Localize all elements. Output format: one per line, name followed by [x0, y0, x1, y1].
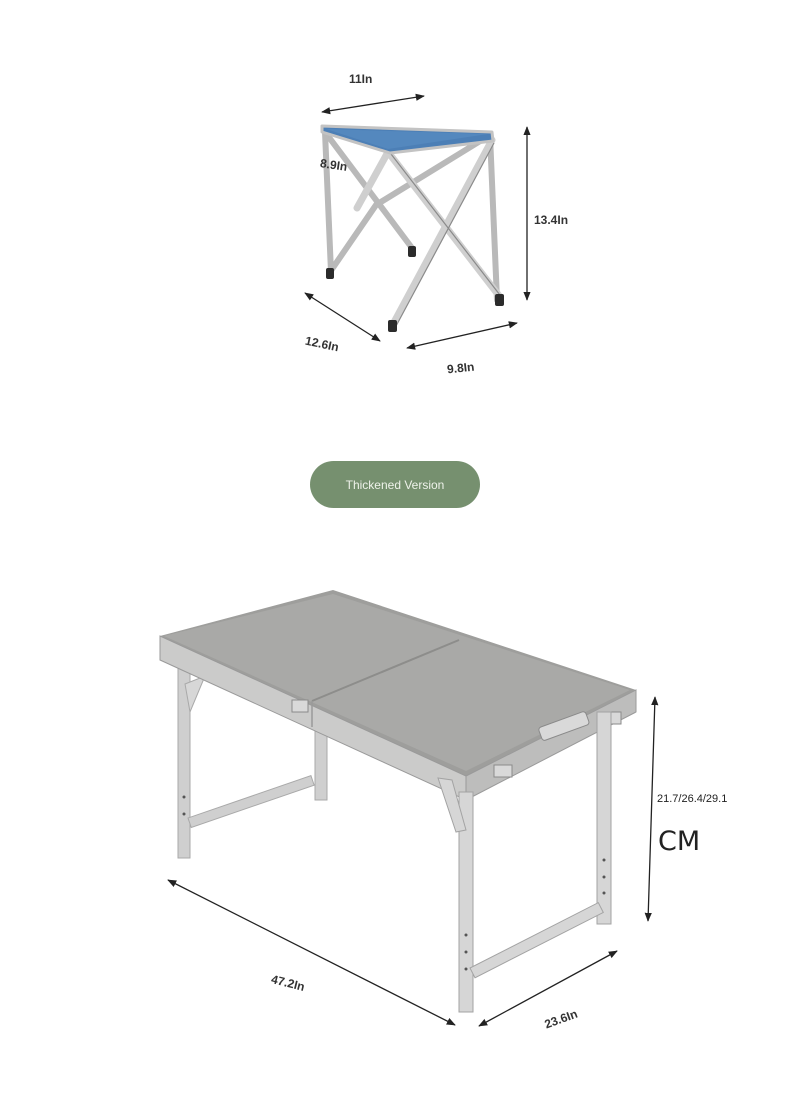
table-length-label: 47.2In: [269, 972, 307, 994]
stool-height-label: 13.4In: [534, 213, 569, 227]
stool-top-depth-label: 8.9In: [319, 156, 349, 174]
table-width-label: 23.6In: [542, 1006, 580, 1032]
table-height-unit-label: CM: [658, 826, 701, 857]
stool-base-depth-label: 12.6In: [303, 333, 341, 355]
thickened-version-label: Thickened Version: [345, 477, 445, 492]
stool-base-width-label: 9.8In: [446, 359, 476, 377]
table-height-options-label: 21.7/26.4/29.1: [657, 793, 728, 805]
stool-top-width-label: 11In: [349, 72, 373, 86]
table-top: [160, 590, 636, 800]
